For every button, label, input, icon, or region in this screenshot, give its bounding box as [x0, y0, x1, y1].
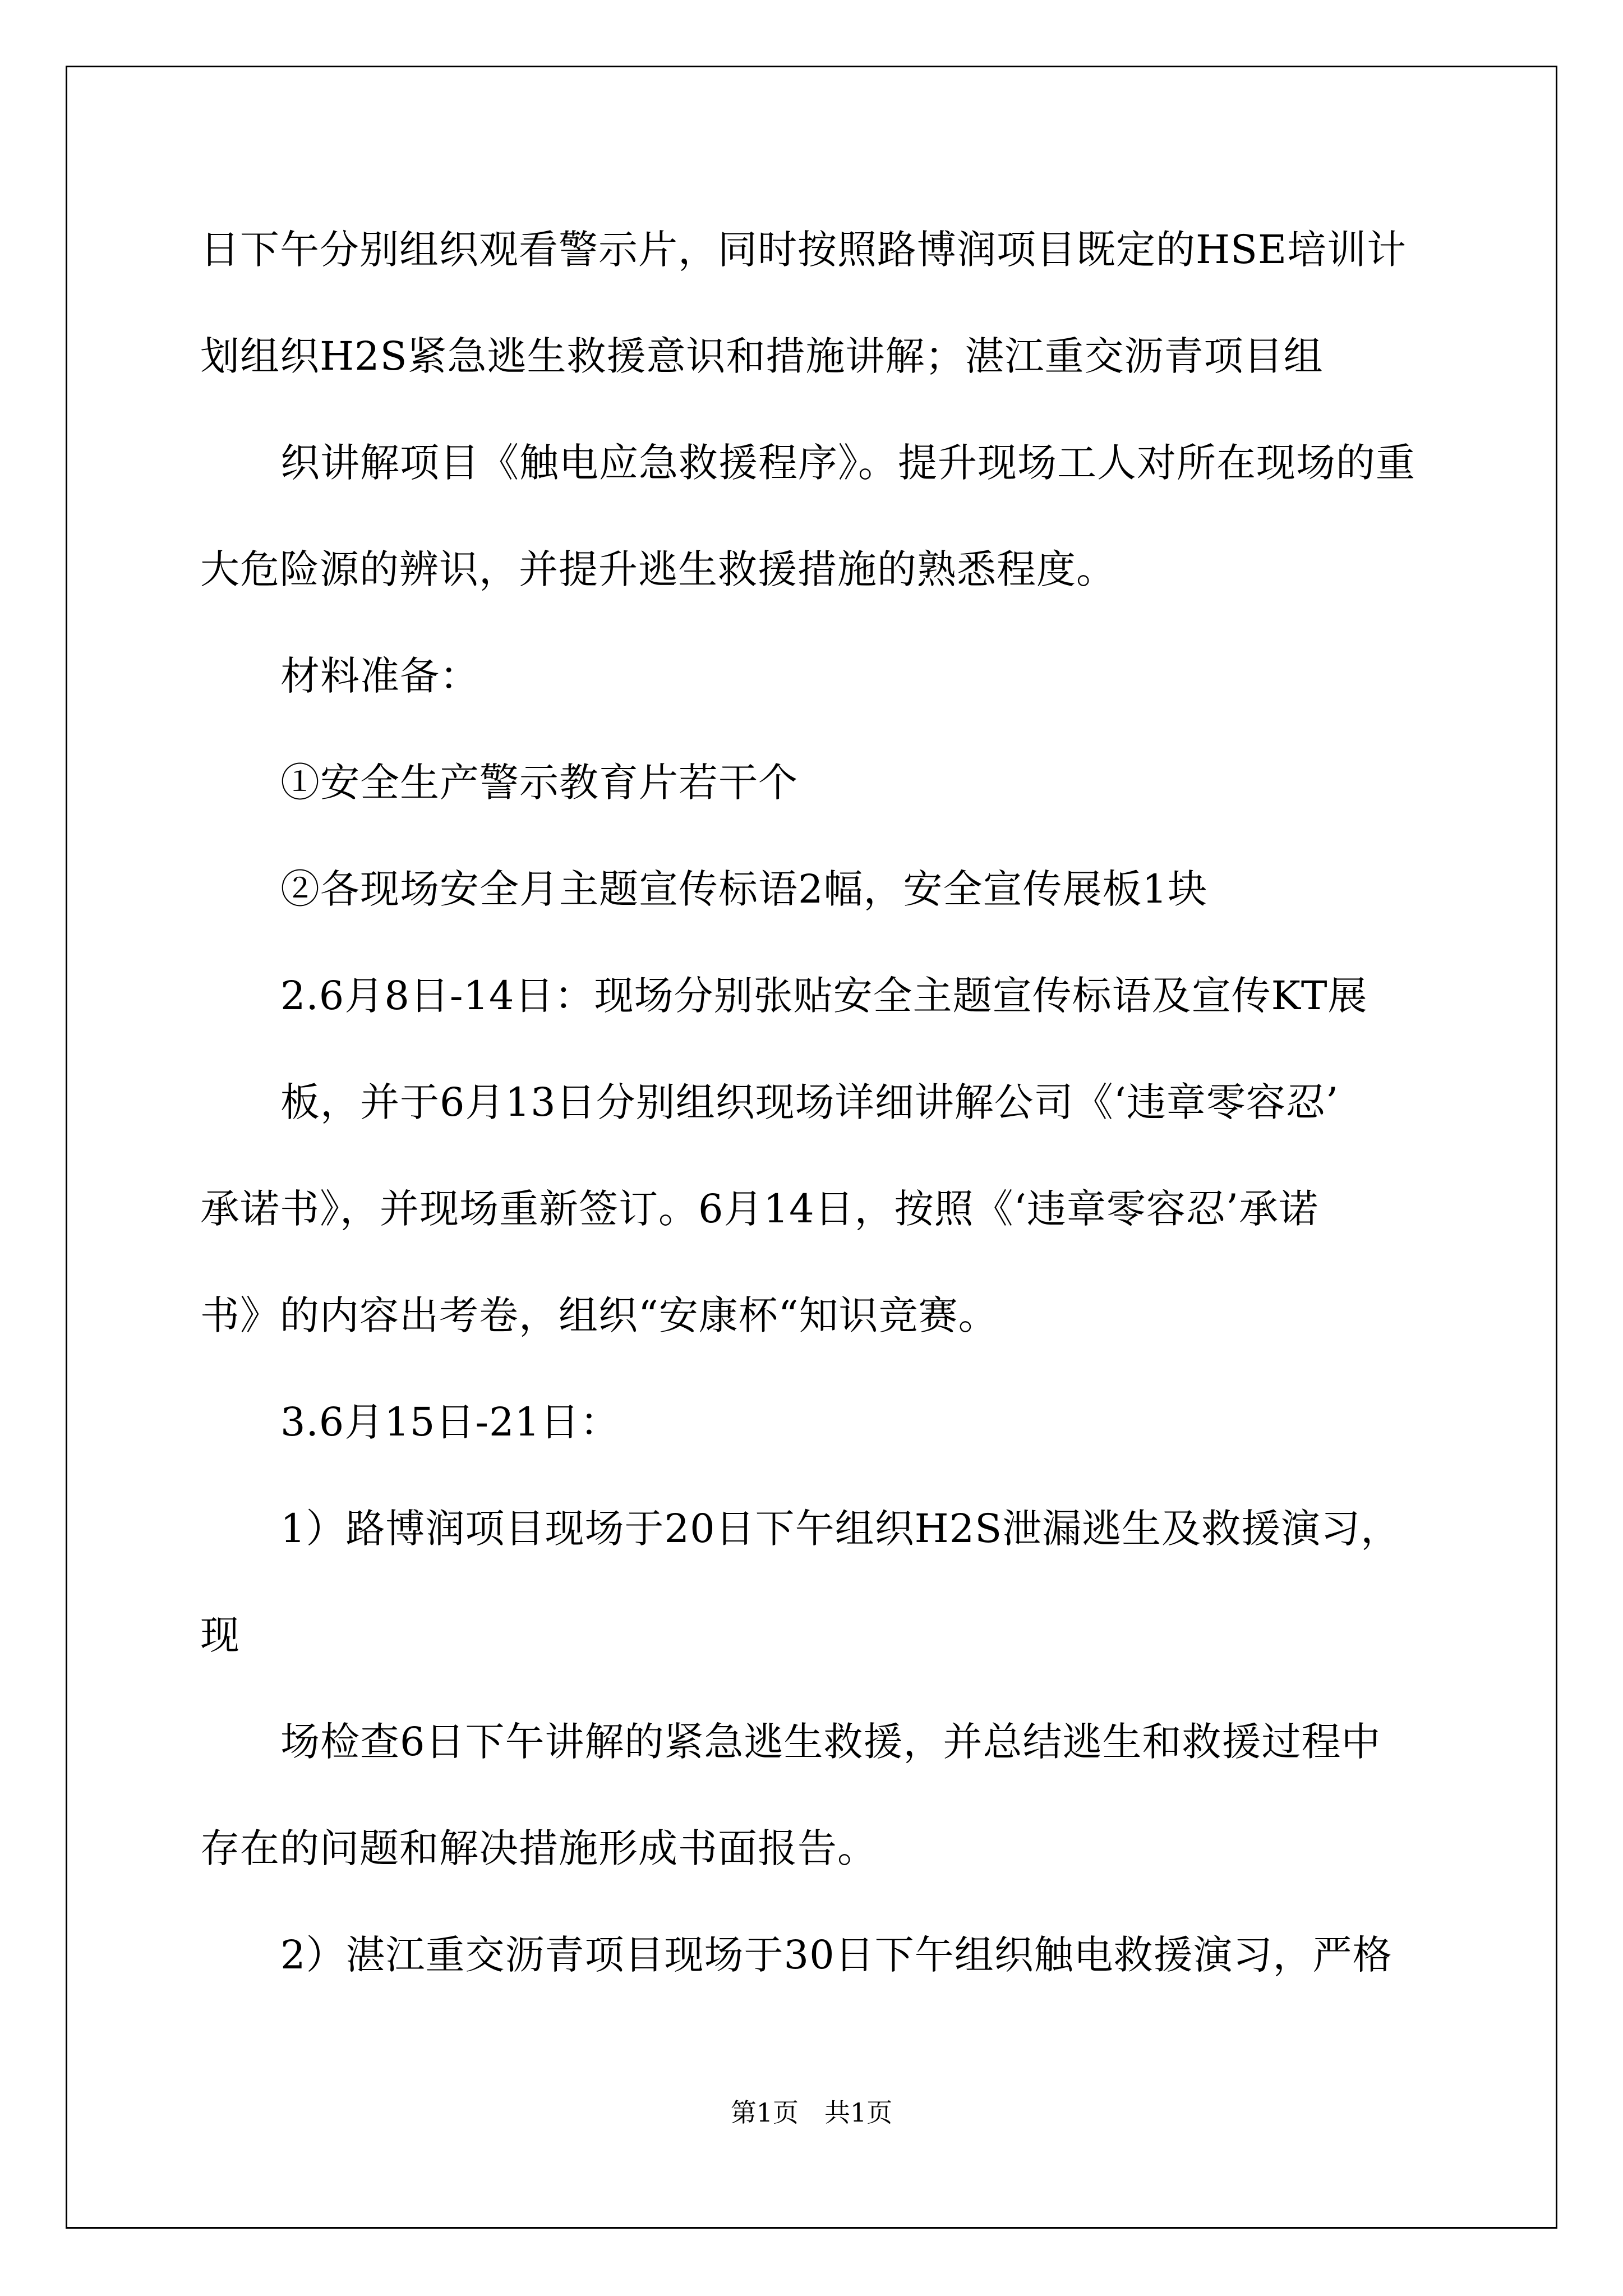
paragraph-line: 材料准备： — [280, 653, 479, 699]
paragraph-line: 大危险源的辨识，并提升逃生救援措施的熟悉程度。 — [200, 546, 1116, 592]
page-footer: 第1页 共1页 — [730, 2097, 893, 2128]
paragraph-line: 3.6月15日-21日： — [280, 1399, 620, 1445]
paragraph-line: 织讲解项目《触电应急救援程序》。提升现场工人对所在现场的重 — [280, 440, 1415, 486]
paragraph-line: 板，并于6月13日分别组织现场详细讲解公司《‘违章零容忍’ — [280, 1079, 1339, 1125]
paragraph-line: 1）路博润项目现场于20日下午组织H2S泄漏逃生及救援演习， — [280, 1506, 1401, 1552]
paragraph-line: 2.6月8日-14日：现场分别张贴安全主题宣传标语及宣传KT展 — [280, 973, 1368, 1019]
paragraph-line: 承诺书》，并现场重新签订。6月14日，按照《‘违章零容忍’承诺 — [200, 1186, 1319, 1232]
page-border — [66, 66, 1557, 2229]
paragraph-line: 存在的问题和解决措施形成书面报告。 — [200, 1825, 877, 1871]
list-item: ②各现场安全月主题宣传标语2幅，安全宣传展板1块 — [280, 866, 1208, 912]
paragraph-line: 场检查6日下午讲解的紧急逃生救援，并总结逃生和救援过程中 — [280, 1719, 1381, 1765]
paragraph-line: 书》的内容出考卷，组织“安康杯“知识竞赛。 — [200, 1292, 998, 1338]
paragraph-line: 2）湛江重交沥青项目现场于30日下午组织触电救援演习，严格 — [280, 1932, 1393, 1978]
paragraph-line: 日下午分别组织观看警示片，同时按照路博润项目既定的HSE培训计 — [200, 227, 1407, 273]
paragraph-line: 划组织H2S紧急逃生救援意识和措施讲解；湛江重交沥青项目组 — [200, 333, 1324, 379]
list-item: ①安全生产警示教育片若干个 — [280, 760, 798, 806]
paragraph-line: 现 — [200, 1612, 240, 1658]
